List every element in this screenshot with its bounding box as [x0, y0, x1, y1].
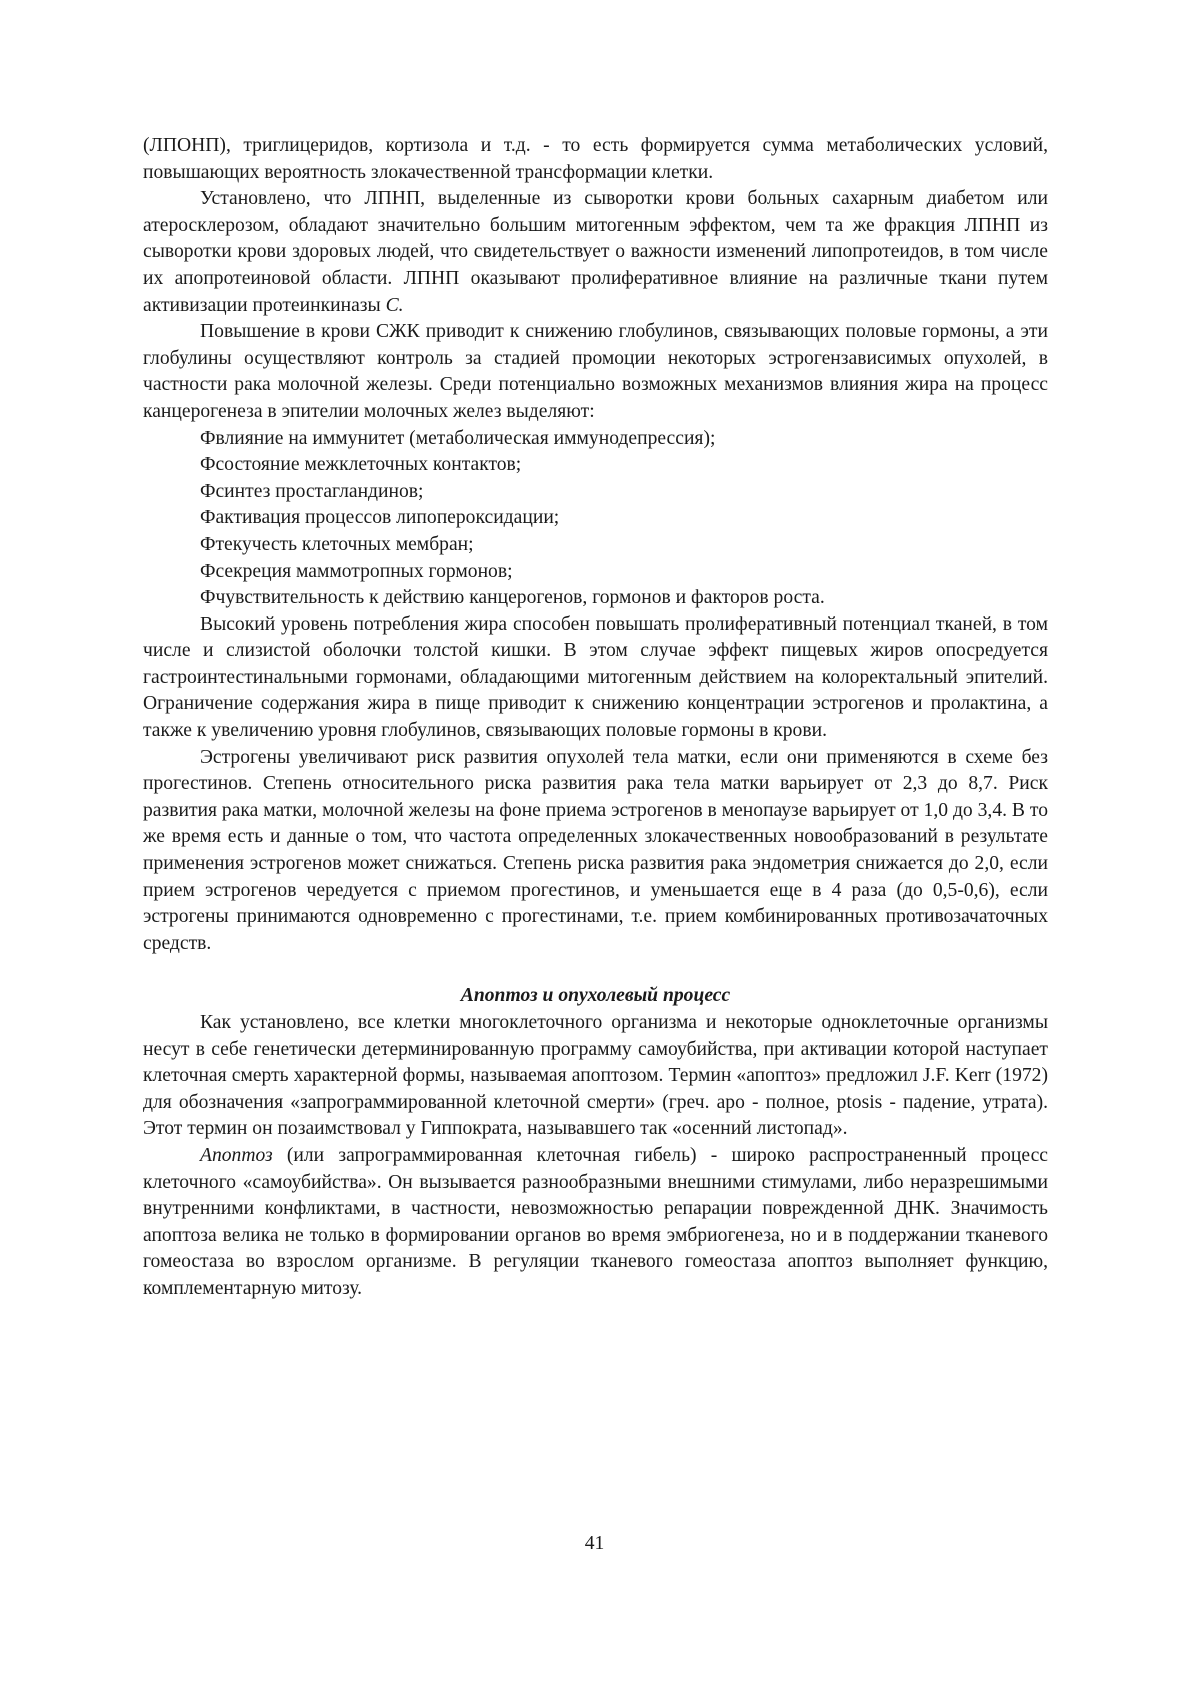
- list-item: Фактивация процессов липопероксидации;: [200, 507, 560, 529]
- paragraph-2: [143, 186, 1048, 319]
- paragraph-7-term: Апоптоз: [200, 1144, 273, 1166]
- list-item: Фвлияние на иммунитет (метаболическая иммунодепрессия);: [200, 427, 716, 449]
- paragraph-4: Высокий уровень потребления жира способен повышать пролиферативный потенциал тканей, в том числе и слизистой оболочки толстой кишки. В этом случае эффект пищевых жиров опосредуется гастроинтестинальными гормонами, обладающими митогенным действием на колоректальный эпителий. Ограничение содержания жира в пище приводит к снижению концентрации эстрогенов и пролактина, а также к увеличению уровня глобулинов, связывающих половые гормоны в крови.: [143, 613, 1048, 742]
- paragraph-1: (ЛПОНП), триглицеридов, кортизола и т.д. - то есть формируется сумма метаболических условий, повышающих вероятность злокачественной трансформации клетки.: [143, 135, 1048, 183]
- paragraph-5: Эстрогены увеличивают риск развития опухолей тела матки, если они применяются в схеме без прогестинов. Степень относительного риска развития рака тела матки варьирует от 2,3 до 8,7. Риск развития рака матки, молочной железы на фоне приема эстрогенов в менопаузе варьирует от 1,0 до 3,4. В то же время есть и данные о том, что частота определенных злокачественных новообразований в результате применения эстрогенов может снижаться. Степень риска развития рака эндометрия снижается до 2,0, если прием эстрогенов чередуется с приемом прогестинов, и уменьшается еще в 4 раза (до 0,5-0,6), если эстрогены принимаются одновременно с прогестинами, т.е. прием комбинированных противозачаточных средств.: [143, 746, 1048, 954]
- mechanism-list: [143, 426, 1048, 612]
- section-heading: Апоптоз и опухолевый процесс: [460, 985, 731, 1007]
- paragraph-7-text: (или запрограммированная клеточная гибель) - широко распространенный процесс клеточного «самоубийства». Он вызывается разнообразными внешними стимулами, либо неразрешимыми внутренними конфликтами, в частности, невозможностью репарации поврежденной ДНК. Значимость апоптоза велика не только в формировании органов во время эмбриогенеза, но и в поддержании тканевого гомеостаза во взрослом организме. В регуляции тканевого гомеостаза апоптоз выполняет функцию, комплементарную митозу.: [143, 1144, 1048, 1299]
- page-body: [143, 133, 1048, 1303]
- paragraph-2-suffix: С.: [385, 294, 404, 316]
- list-item: Фчувствительность к действию канцерогенов, гормонов и факторов роста.: [200, 587, 825, 609]
- paragraph-6: Как установлено, все клетки многоклеточного организма и некоторые одноклеточные организмы несут в себе генетически детерминированную программу самоубийства, при активации которой наступает клеточная смерть характерной формы, называемая апоптозом. Термин «апоптоз» предложил J.F. Kerr (1972) для обозначения «запрограммированной клеточной смерти» (греч. apo - полное, ptosis - падение, утрата). Этот термин он позаимствовал у Гиппократа, называвшего так «осенний листопад».: [143, 1012, 1048, 1140]
- list-item: Фсекреция маммотропных гормонов;: [200, 560, 513, 582]
- page-number: 41: [584, 1533, 605, 1554]
- paragraph-2-text: Установлено, что ЛПНП, выделенные из сыворотки крови больных сахарным диабетом или атеросклерозом, обладают значительно большим митогенным эффектом, чем та же фракция ЛПНП из сыворотки крови здоровых людей, что свидетельствует о важности изменений липопротеидов, в том числе их апопротеиновой области. ЛПНП оказывают пролиферативное влияние на различные ткани путем активизации протеинкиназы: [143, 188, 1048, 316]
- list-item: Фтекучесть клеточных мембран;: [200, 533, 474, 555]
- list-item: Фсинтез простагландинов;: [200, 480, 424, 502]
- paragraph-7: [143, 1143, 1048, 1303]
- paragraph-3: Повышение в крови СЖК приводит к снижению глобулинов, связывающих половые гормоны, а эти глобулины осуществляют контроль за стадией промоции некоторых эстрогензависимых опухолей, в частности рака молочной железы. Среди потенциально возможных механизмов влияния жира на процесс канцерогенеза в эпителии молочных желез выделяют:: [143, 321, 1048, 422]
- list-item: Фсостояние межклеточных контактов;: [200, 454, 522, 476]
